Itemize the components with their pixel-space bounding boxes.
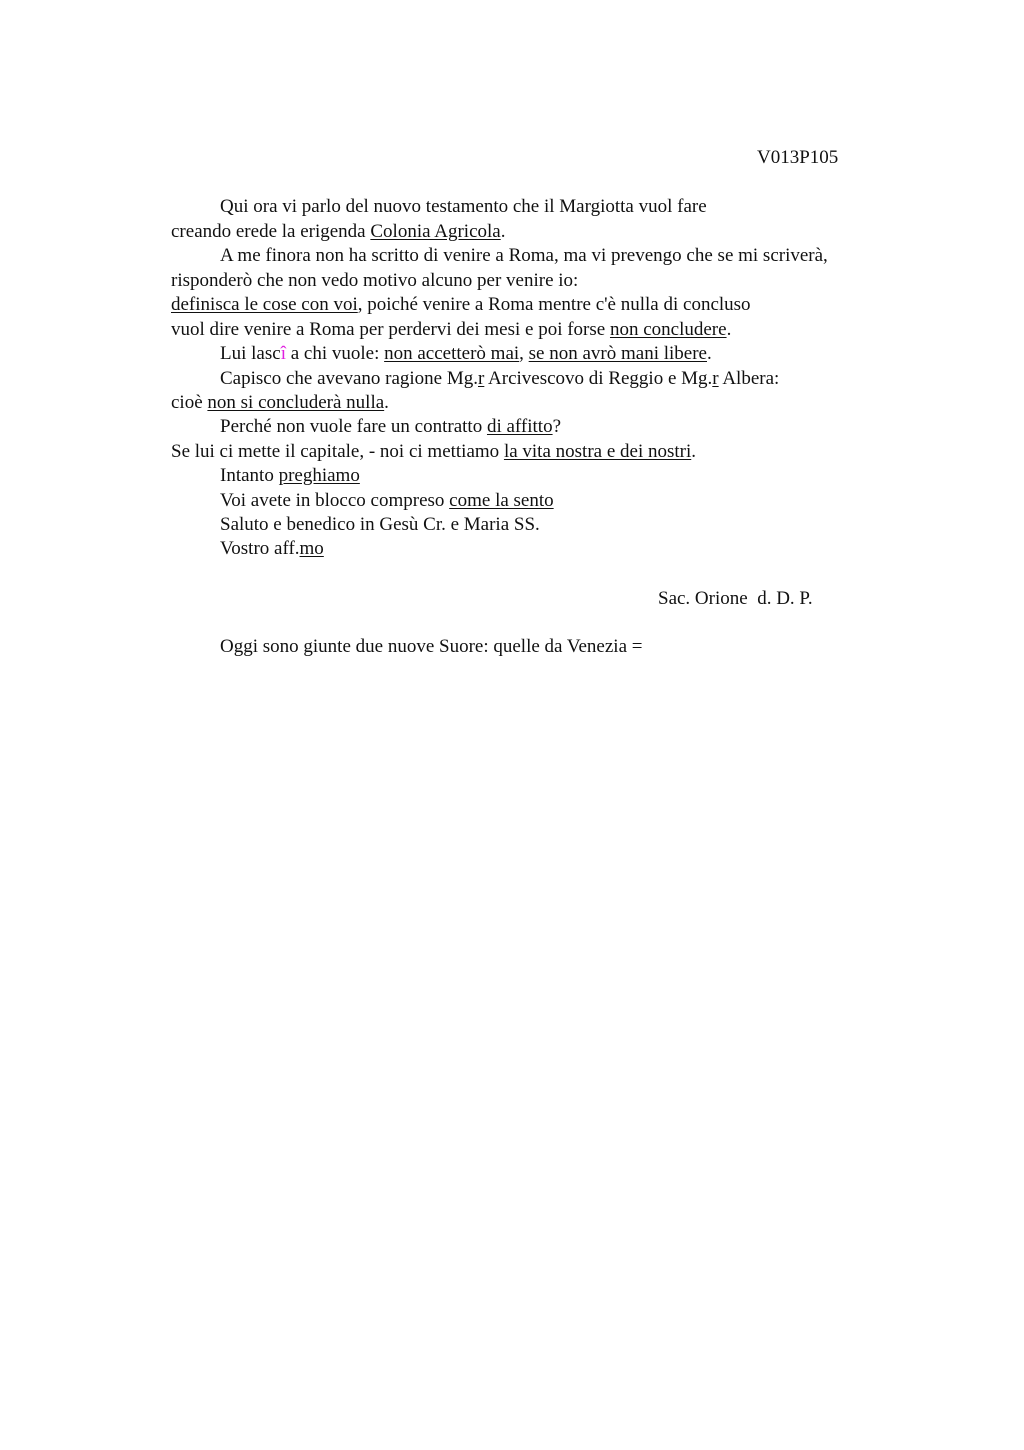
underlined-text: definisca le cose con voi [171,294,358,315]
underlined-text: preghiamo [278,465,360,486]
underlined-text: come la sento [449,490,554,511]
text-line [220,513,540,537]
text-line [220,244,828,268]
text-segment: Qui ora vi parlo del nuovo testamento che il Margiotta vuol fare [220,196,707,217]
text-segment: creando erede la erigenda [171,221,371,242]
postscript [220,635,642,659]
text-segment: Lui lasc [220,343,281,364]
text-line [220,489,554,513]
text-segment: . [707,343,712,364]
text-segment: . [384,392,389,413]
text-line [220,415,561,439]
text-segment: Vostro aff. [220,538,300,559]
text-segment: . [726,319,732,340]
postscript-text: Oggi sono giunte due nuove Suore: quelle da Venezia = [220,636,643,657]
text-segment: , [519,343,529,364]
underlined-text: la vita nostra e dei nostri [503,441,692,462]
text-line [171,220,505,244]
text-line [220,464,360,488]
text-segment: Intanto [220,465,279,486]
text-segment: risponderò che non vedo motivo alcuno per venire io: [171,270,579,291]
text-segment: . [500,221,506,242]
text-segment: Arcivescovo di Reggio e Mg. [484,368,713,389]
document-reference [757,146,838,170]
underlined-text: di affitto [486,416,553,437]
text-line [171,391,389,415]
signature [658,587,813,611]
text-segment: . [691,441,696,462]
text-line [171,293,751,317]
underlined-text: non si concluderà nulla [207,392,385,413]
text-segment: Voi avete in blocco compreso [220,490,450,511]
text-line [220,367,779,391]
signature-text: Sac. Orione d. D. P. [658,588,813,609]
underlined-text: non concludere [609,319,727,340]
text-segment: a chi vuole: [285,343,385,364]
text-segment: Albera: [718,368,780,389]
highlighted-character: î [280,343,286,364]
text-segment: , poiché venire a Roma mentre c'è nulla di concluso [357,294,751,315]
text-segment: Perché non vuole fare un contratto [220,416,487,437]
text-segment: Se lui ci mette il capitale, - noi ci mettiamo [171,441,504,462]
text-segment: ? [552,416,562,437]
underlined-text: mo [299,538,324,559]
underlined-text: Colonia Agricola [370,221,501,242]
underlined-text: r [478,368,485,389]
text-line [171,318,731,342]
underlined-text: se non avrò mani libere [528,343,707,364]
reference-code: V013P105 [757,147,839,168]
text-segment: vuol dire venire a Roma per perdervi dei mesi e poi forse [171,319,610,340]
underlined-text: r [712,368,719,389]
text-line [220,537,324,561]
underlined-text: non accetterò mai [384,343,520,364]
text-segment: Capisco che avevano ragione Mg. [220,368,478,389]
text-segment: cioè [171,392,208,413]
text-line [220,195,707,219]
text-segment: Saluto e benedico in Gesù Cr. e Maria SS. [220,514,540,535]
text-line [171,440,696,464]
text-line [171,269,578,293]
text-line [220,342,712,366]
text-segment: A me finora non ha scritto di venire a Roma, ma vi prevengo che se mi scriverà, [220,245,828,266]
